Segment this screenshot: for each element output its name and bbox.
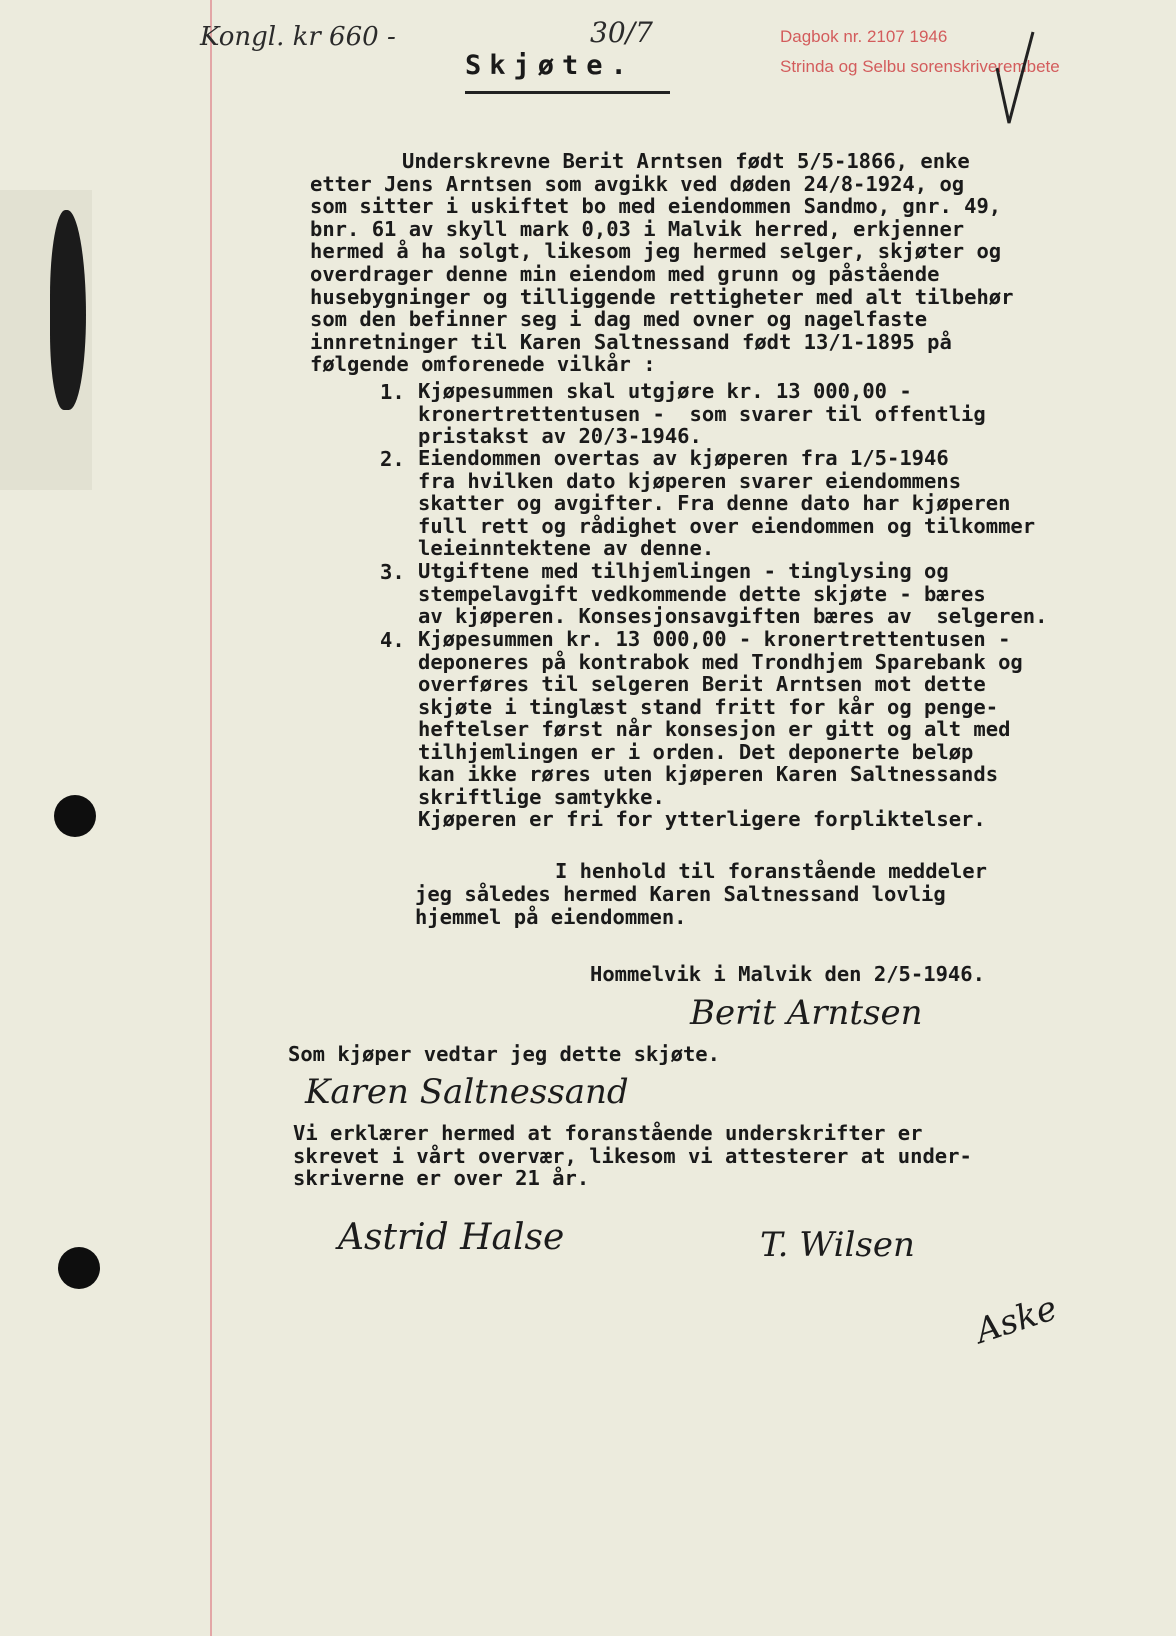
condition-line: Kjøpesummen kr. 13 000,00 - kronertrettentusen - — [418, 627, 1011, 651]
text-line: husebygninger og tilliggende rettigheter med alt tilbehør — [310, 284, 1014, 309]
registration-stamp — [780, 22, 1140, 82]
stamp-line-2: Strinda og Selbu sorenskriverembete — [780, 57, 1060, 76]
condition-line: skatter og avgifter. Fra denne dato har kjøperen — [418, 491, 1011, 515]
condition-line: overføres til selgeren Berit Arntsen mot dette — [418, 672, 986, 696]
place-date: Hommelvik i Malvik den 2/5-1946. — [590, 962, 985, 986]
signature-witness-1: Astrid Halse — [338, 1217, 565, 1258]
condition-line: deponeres på kontrabok med Trondhjem Sparebank og — [418, 649, 1023, 674]
punch-hole-bottom — [58, 1247, 100, 1289]
initials: Aske — [970, 1288, 1062, 1352]
title-underline — [465, 91, 670, 94]
text-line: etter Jens Arntsen som avgikk ved døden 24/8-1924, og — [310, 171, 965, 196]
condition-line: skriftlige samtykke. — [418, 784, 665, 809]
buyer-statement: Som kjøper vedtar jeg dette skjøte. — [288, 1042, 720, 1066]
hand-note-mid: 30/7 — [590, 16, 653, 49]
condition-line: fra hvilken dato kjøperen svarer eiendommens — [418, 468, 962, 493]
text-line: skrevet i vårt overvær, likesom vi attesterer at under- — [293, 1143, 972, 1168]
margin-line — [210, 0, 212, 1636]
text-line: som den befinner seg i dag med ovner og nagelfaste — [310, 307, 928, 332]
text-line: bnr. 61 av skyll mark 0,03 i Malvik herred, erkjenner — [310, 216, 965, 241]
condition-line: skjøte i tinglæst stand fritt for kår og penge- — [418, 694, 999, 719]
text-line: jeg således hermed Karen Saltnessand lovlig — [415, 882, 946, 906]
condition-number: 2. — [380, 447, 405, 471]
condition-line: kronertrettentusen - som svarer til offentlig — [418, 401, 986, 426]
condition-line: pristakst av 20/3-1946. — [418, 424, 702, 448]
signature-witness-2: T. Wilsen — [760, 1225, 915, 1265]
condition-line: heftelser først når konsesjon er gitt og alt med — [418, 717, 1011, 741]
condition-number: 3. — [380, 560, 405, 584]
condition-line: kan ikke røres uten kjøperen Karen Saltnessands — [418, 762, 999, 786]
condition-line: tilhjemlingen er i orden. Det deponerte beløp — [418, 739, 974, 764]
condition-line: av kjøperen. Konsesjonsavgiften bæres av selgeren. — [418, 604, 1048, 628]
condition-number: 1. — [380, 380, 405, 404]
check-mark-icon — [995, 28, 1035, 128]
text-line: Underskrevne Berit Arntsen født 5/5-1866, enke — [402, 149, 970, 173]
condition-line: full rett og rådighet over eiendommen og tilkommer — [418, 513, 1036, 538]
condition-line: leieinntektene av denne. — [418, 536, 715, 560]
punch-hole-top — [54, 795, 96, 837]
signature-buyer: Karen Saltnessand — [305, 1072, 629, 1112]
condition-line: Kjøpesummen skal utgjøre kr. 13 000,00 - — [418, 379, 912, 403]
hand-note-left: Kongl. kr 660 - — [200, 22, 396, 52]
text-line: Vi erklærer hermed at foranstående underskrifter er — [293, 1121, 923, 1145]
text-line: hermed å ha solgt, likesom jeg hermed selger, skjøter og — [310, 239, 1002, 264]
text-line: hjemmel på eiendommen. — [415, 905, 687, 929]
condition-line: Eiendommen overtas av kjøperen fra 1/5-1946 — [418, 446, 949, 470]
condition-line: Utgiftene med tilhjemlingen - tinglysing og — [418, 559, 949, 583]
text-line: skriverne er over 21 år. — [293, 1166, 590, 1190]
text-line: I henhold til foranstående meddeler — [555, 859, 987, 883]
condition-number: 4. — [380, 628, 405, 652]
document-title: Skjøte. — [465, 50, 635, 81]
signature-seller: Berit Arntsen — [690, 993, 923, 1033]
condition-line: stempelavgift vedkommende dette skjøte - bæres — [418, 581, 986, 606]
text-line: som sitter i uskiftet bo med eiendommen Sandmo, gnr. 49, — [310, 194, 1002, 219]
text-line: følgende omforenede vilkår : — [310, 352, 656, 377]
stamp-line-1: Dagbok nr. 2107 1946 — [780, 27, 948, 46]
text-line: innretninger til Karen Saltnessand født 13/1-1895 på — [310, 329, 952, 354]
condition-line: Kjøperen er fri for ytterligere forpliktelser. — [418, 807, 986, 831]
text-line: overdrager denne min eiendom med grunn og påstående — [310, 262, 940, 286]
